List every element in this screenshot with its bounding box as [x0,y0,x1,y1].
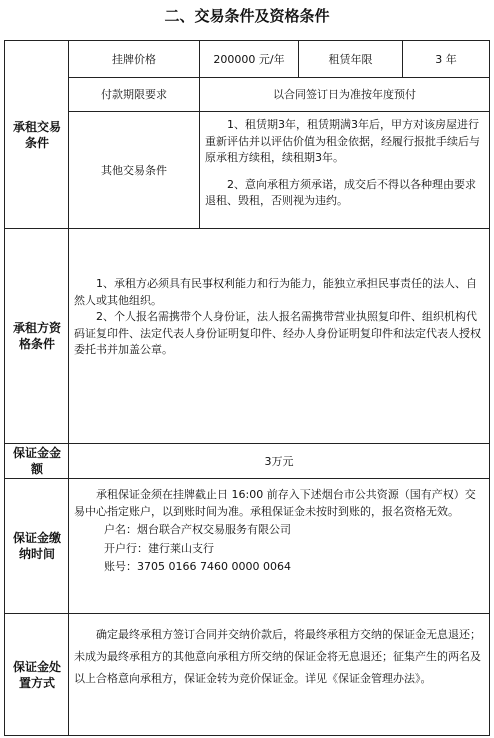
deposit-amount-value: 3万元 [264,454,294,468]
conditions-table [4,40,490,736]
row-divider [5,613,489,614]
deposit-time-rule: 承租保证金须在挂牌截止日 16:00 前存入下述烟台市公共资源（国有产权）交易中心指定账户，以到账时间为准。承租保证金未按时到账的，报名资格无效。 [74,488,476,518]
qualification-text [74,276,484,359]
account-name: 户名：烟台联合产权交易服务有限公司 [104,523,291,536]
other-conditions-text [205,117,485,210]
qualification-item-2: 2、个人报名需携带个人身份证，法人报名需携带营业执照复印件、组织机构代码证复印件、法定代表人身份证明复印件、经办人身份证明复印件和法定代表人授权委托书并加盖公章。 [74,310,481,356]
row-divider [5,228,489,229]
other-condition-1: 1、租赁期3年，租赁期满3年后，甲方对该房屋进行重新评估并以评估价值为租金依据，经履行报批手续后与原承租方续租，续租期3年。 [205,118,480,164]
payment-term-value: 以合同签订日为准按年度预付 [273,88,416,101]
payment-term-label: 付款期限要求 [101,88,167,101]
deposit-handling-label: 保证金处置方式 [13,659,62,690]
listing-price-value: 200000 元/年 [213,52,285,66]
trade-conditions-label: 承租交易条件 [13,119,62,150]
other-conditions-label: 其他交易条件 [101,163,167,177]
account-number: 账号：3705 0166 7460 0000 0064 [104,560,291,573]
qualification-label: 承租方资格条件 [13,321,62,351]
deposit-amount-label: 保证金金额 [13,446,62,476]
listing-price-label: 挂牌价格 [112,52,156,66]
lease-term-label: 租赁年限 [328,52,373,66]
page-title: 二、交易条件及资格条件 [164,7,330,25]
lease-term-value: 3 年 [435,52,457,66]
deposit-handling-text: 确定最终承租方签订合同并交纳价款后，将最终承租方交纳的保证金无息退还；未成为最终承租方的其他意向承租方所交纳的保证金将无息退还；征集产生的两名及以上合格意向承租方，保证金转为竞价保证金。详见《保证金管理办法》。 [74,628,481,685]
deposit-time-text [74,487,484,576]
other-condition-2: 2、意向承租方须承诺，成交后不得以各种理由要求退租、毁租，否则视为违约。 [205,177,476,207]
row-divider [5,478,489,479]
bank-name: 开户行：建行莱山支行 [104,541,214,555]
deposit-time-label: 保证金缴纳时间 [13,531,62,561]
qualification-item-1: 1、承租方必须具有民事权利能力和行为能力，能独立承担民事责任的法人、自然人或其他组织。 [74,277,477,307]
